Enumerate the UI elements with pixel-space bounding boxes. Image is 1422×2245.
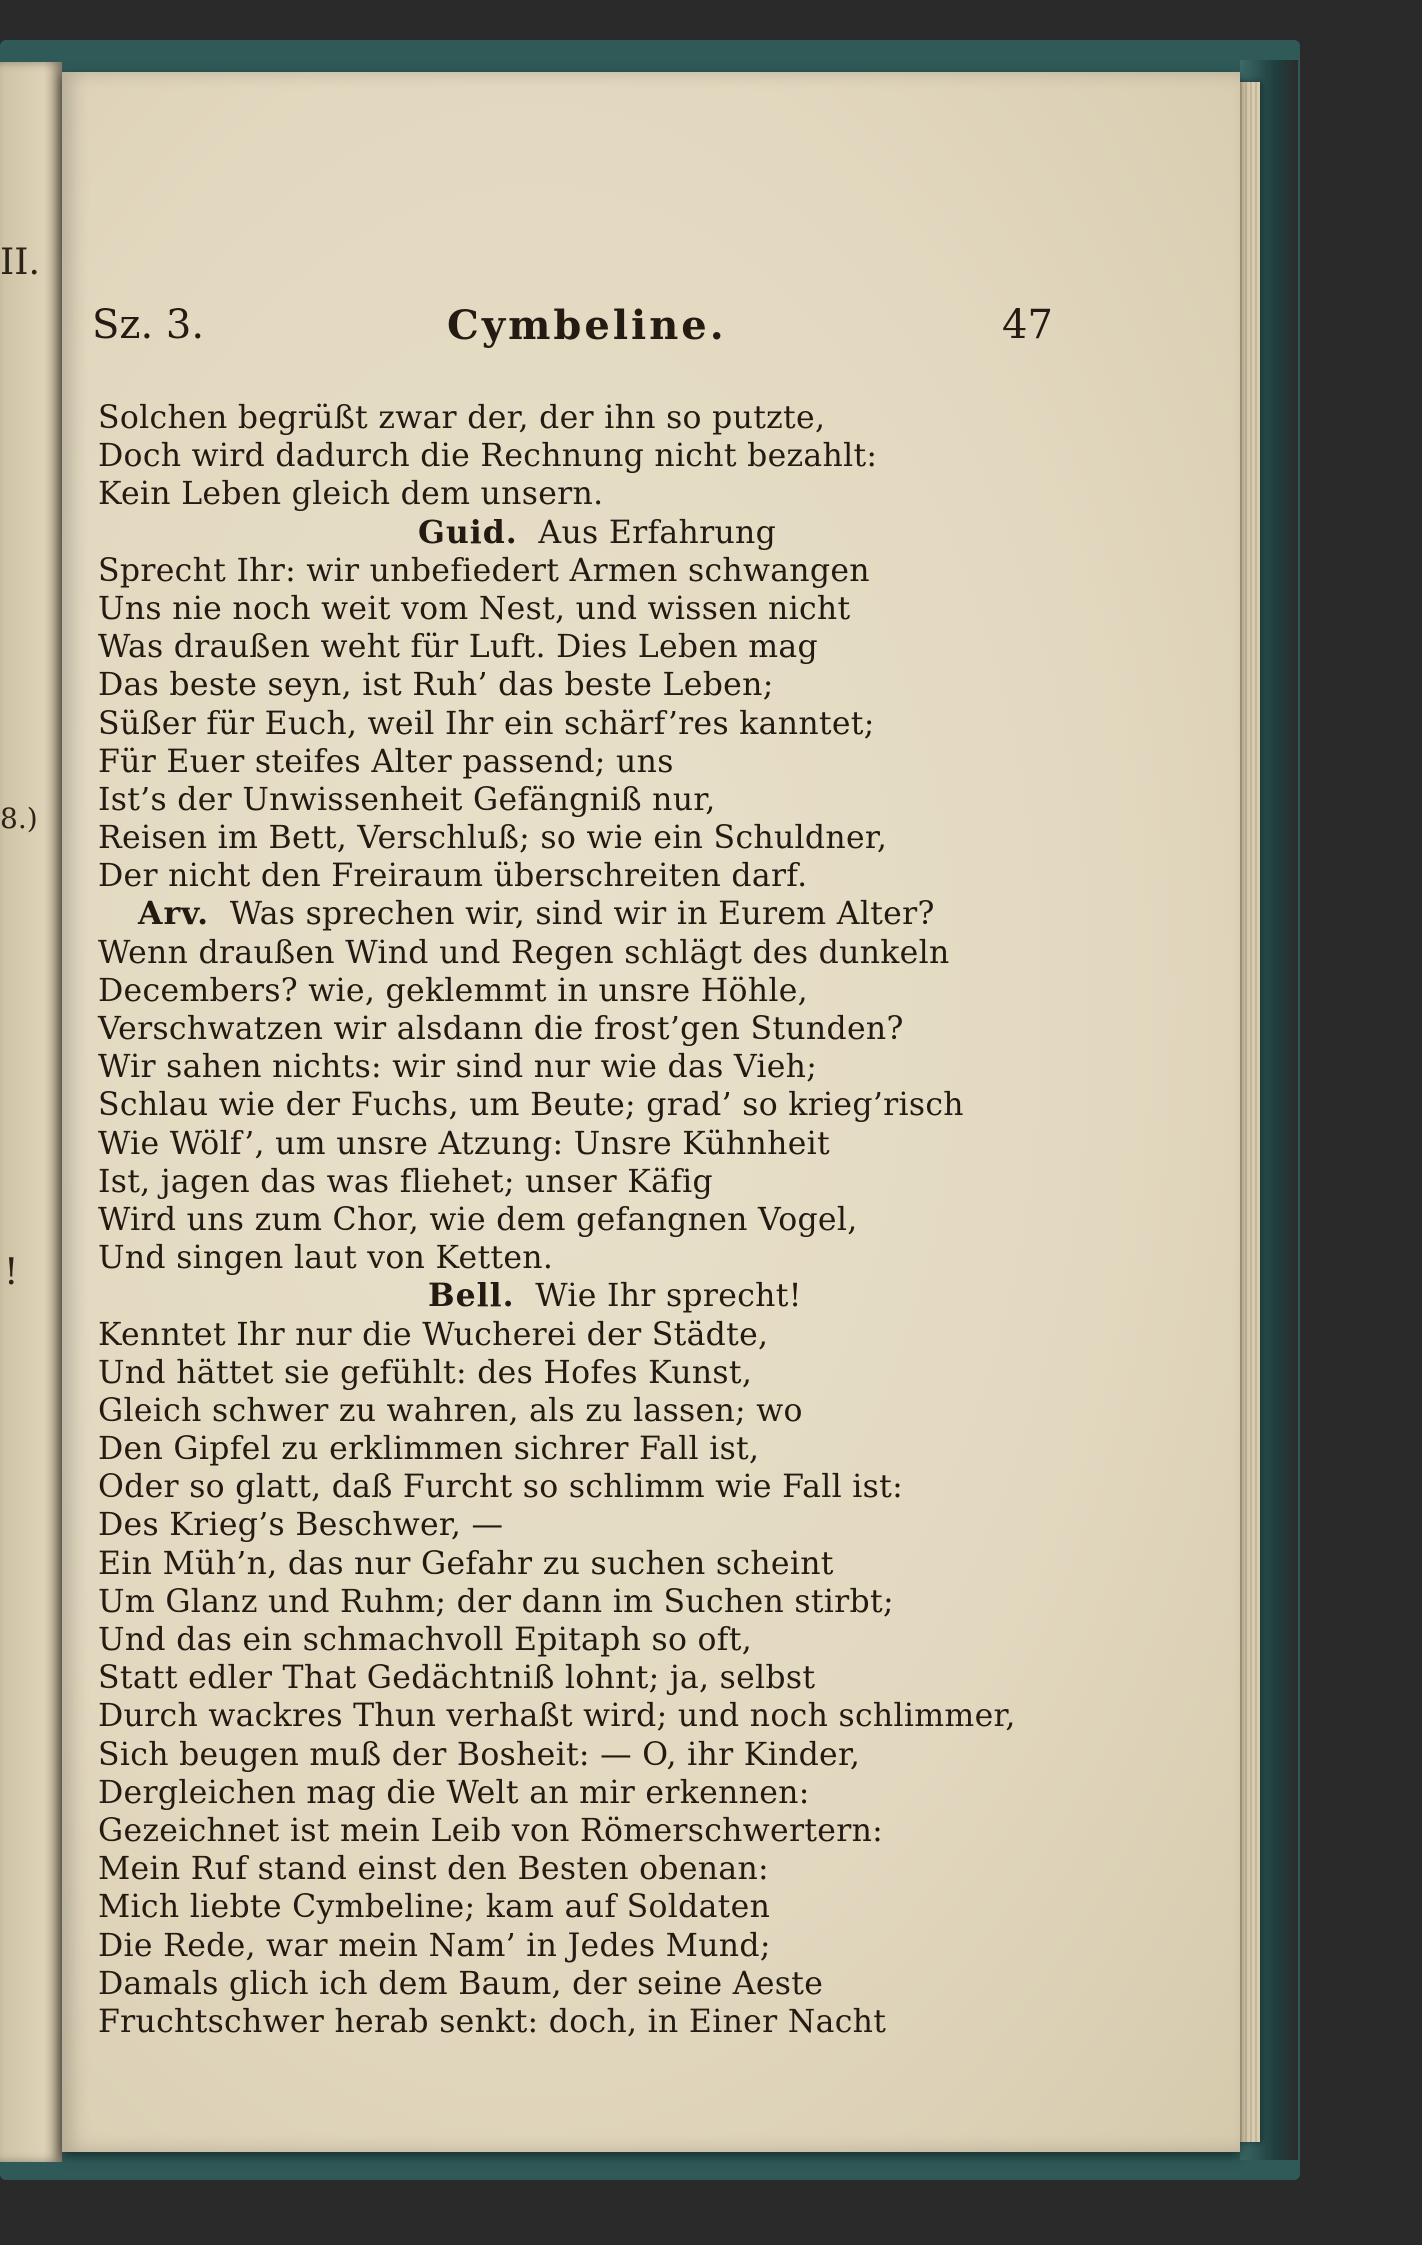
verse-line xyxy=(98,514,1218,552)
verse-line xyxy=(98,857,1218,895)
verse-line-text: Statt edler That Gedächtniß lohnt; ja, selbst xyxy=(98,1660,816,1697)
verse-line-text: Gezeichnet ist mein Leib von Römerschwertern: xyxy=(98,1812,884,1849)
verse-line-text: Gleich schwer zu wahren, als zu lassen; wo xyxy=(98,1392,803,1429)
verse-line-text: Das beste seyn, ist Ruh’ das beste Leben; xyxy=(98,667,774,704)
verse-line xyxy=(98,1774,1218,1812)
verse-line xyxy=(98,1927,1218,1965)
verse-line xyxy=(98,1239,1218,1277)
verse-line xyxy=(98,781,1218,819)
verse-line-text: Aus Erfahrung xyxy=(538,514,777,551)
verse-line xyxy=(98,895,1218,933)
verse-line-text: Kein Leben gleich dem unsern. xyxy=(98,476,604,513)
verse-line xyxy=(98,1621,1218,1659)
verse-line xyxy=(98,2003,1218,2041)
verse-text xyxy=(98,399,1218,2041)
verse-line-text: Wie Wölf’, um unsre Atzung: Unsre Kühnheit xyxy=(98,1125,830,1162)
verse-line xyxy=(98,628,1218,666)
speaker-name: Guid. xyxy=(418,513,518,551)
verse-line-text: Ist, jagen das was fliehet; unser Käfig xyxy=(98,1163,714,1200)
verse-line-text: Sprecht Ihr: wir unbefiedert Armen schwangen xyxy=(98,552,870,589)
verse-line xyxy=(98,1736,1218,1774)
verse-line xyxy=(98,1583,1218,1621)
verse-line-text: Sich beugen muß der Bosheit: — O, ihr Kinder, xyxy=(98,1736,861,1773)
verse-line-text: Fruchtschwer herab senkt: doch, in Einer Nacht xyxy=(98,2003,887,2040)
verse-line xyxy=(98,666,1218,704)
verse-line-text: Was sprechen wir, sind wir in Eurem Alter? xyxy=(229,896,935,933)
verse-line xyxy=(98,1888,1218,1926)
verse-line-text: Für Euer steifes Alter passend; uns xyxy=(98,743,674,780)
verse-line xyxy=(98,1086,1218,1124)
running-header xyxy=(62,302,1240,352)
verse-line xyxy=(98,1812,1218,1850)
verse-line xyxy=(98,475,1218,513)
facing-page-exclamation: ! xyxy=(4,1252,19,1293)
book-page xyxy=(62,72,1240,2152)
verse-line-text: Durch wackres Thun verhaßt wird; und noch schlimmer, xyxy=(98,1698,1016,1735)
verse-line xyxy=(98,1965,1218,2003)
verse-line xyxy=(98,1010,1218,1048)
verse-line xyxy=(98,590,1218,628)
verse-line-text: Decembers? wie, geklemmt in unsre Höhle, xyxy=(98,972,808,1009)
verse-line-text: Reisen im Bett, Verschluß; so wie ein Schuldner, xyxy=(98,820,888,857)
verse-line xyxy=(98,1354,1218,1392)
verse-line-text: Mein Ruf stand einst den Besten obenan: xyxy=(98,1851,769,1888)
verse-line xyxy=(98,552,1218,590)
facing-page xyxy=(0,62,62,2162)
verse-line-text: Wie Ihr sprecht! xyxy=(535,1278,802,1315)
verse-line xyxy=(98,1850,1218,1888)
verse-line-text: Wenn draußen Wind und Regen schlägt des dunkeln xyxy=(98,934,950,971)
speaker-name: Bell. xyxy=(428,1277,515,1315)
verse-line xyxy=(98,1048,1218,1086)
verse-line xyxy=(98,1316,1218,1354)
verse-line xyxy=(98,437,1218,475)
verse-line-text: Der nicht den Freiraum überschreiten darf. xyxy=(98,858,808,895)
verse-line xyxy=(98,1201,1218,1239)
verse-line-text: Und hättet sie gefühlt: des Hofes Kunst, xyxy=(98,1354,753,1391)
verse-line xyxy=(98,1125,1218,1163)
verse-line-text: Die Rede, war mein Nam’ in Jedes Mund; xyxy=(98,1927,771,1964)
verse-line-text: Süßer für Euch, weil Ihr ein schärf’res kanntet; xyxy=(98,705,875,742)
running-title: Cymbeline. xyxy=(447,302,727,349)
verse-line-text: Mich liebte Cymbeline; kam auf Soldaten xyxy=(98,1889,771,1926)
verse-line xyxy=(98,1163,1218,1201)
verse-line xyxy=(98,399,1218,437)
verse-line xyxy=(98,819,1218,857)
verse-line-text: Den Gipfel zu erklimmen sichrer Fall ist, xyxy=(98,1431,760,1468)
verse-line-text: Ein Müh’n, das nur Gefahr zu suchen scheint xyxy=(98,1545,834,1582)
verse-line xyxy=(98,1277,1218,1315)
verse-line xyxy=(98,1392,1218,1430)
verse-line xyxy=(98,972,1218,1010)
verse-line xyxy=(98,1545,1218,1583)
verse-line-text: Des Krieg’s Beschwer, — xyxy=(98,1507,504,1544)
verse-line xyxy=(98,1697,1218,1735)
verse-line xyxy=(98,1468,1218,1506)
verse-line-text: Und singen laut von Ketten. xyxy=(98,1240,554,1277)
verse-line-text: Um Glanz und Ruhm; der dann im Suchen stirbt; xyxy=(98,1583,894,1620)
verse-line-text: Solchen begrüßt zwar der, der ihn so putzte, xyxy=(98,400,826,436)
verse-line-text: Wird uns zum Chor, wie dem gefangnen Vogel, xyxy=(98,1201,858,1238)
verse-line-text: Wir sahen nichts: wir sind nur wie das Vieh; xyxy=(98,1049,818,1086)
verse-line xyxy=(98,1430,1218,1468)
verse-line-text: Damals glich ich dem Baum, der seine Aeste xyxy=(98,1965,824,2002)
verse-line xyxy=(98,705,1218,743)
facing-page-note: 8.) xyxy=(0,802,38,835)
verse-line xyxy=(98,934,1218,972)
page-number: 47 xyxy=(1002,302,1053,348)
verse-line-text: Uns nie noch weit vom Nest, und wissen nicht xyxy=(98,590,851,627)
verse-line-text: Und das ein schmachvoll Epitaph so oft, xyxy=(98,1622,753,1658)
verse-line-text: Doch wird dadurch die Rechnung nicht bezahlt: xyxy=(98,438,878,475)
verse-line-text: Verschwatzen wir alsdann die frost’gen Stunden? xyxy=(98,1011,904,1047)
verse-line-text: Was draußen weht für Luft. Dies Leben mag xyxy=(98,629,818,666)
verse-line xyxy=(98,743,1218,781)
verse-line-text: Schlau wie der Fuchs, um Beute; grad’ so krieg’risch xyxy=(98,1087,964,1124)
verse-line-text: Dergleichen mag die Welt an mir erkennen: xyxy=(98,1774,810,1811)
verse-line xyxy=(98,1506,1218,1544)
verse-line xyxy=(98,1659,1218,1697)
speaker-name: Arv. xyxy=(138,895,210,933)
verse-line-text: Ist’s der Unwissenheit Gefängniß nur, xyxy=(98,781,716,818)
verse-line-text: Kenntet Ihr nur die Wucherei der Städte, xyxy=(98,1316,769,1353)
verse-line-text: Oder so glatt, daß Furcht so schlimm wie Fall ist: xyxy=(98,1469,904,1506)
facing-page-numeral: II. xyxy=(0,242,40,283)
scene-marker: Sz. 3. xyxy=(92,302,205,348)
